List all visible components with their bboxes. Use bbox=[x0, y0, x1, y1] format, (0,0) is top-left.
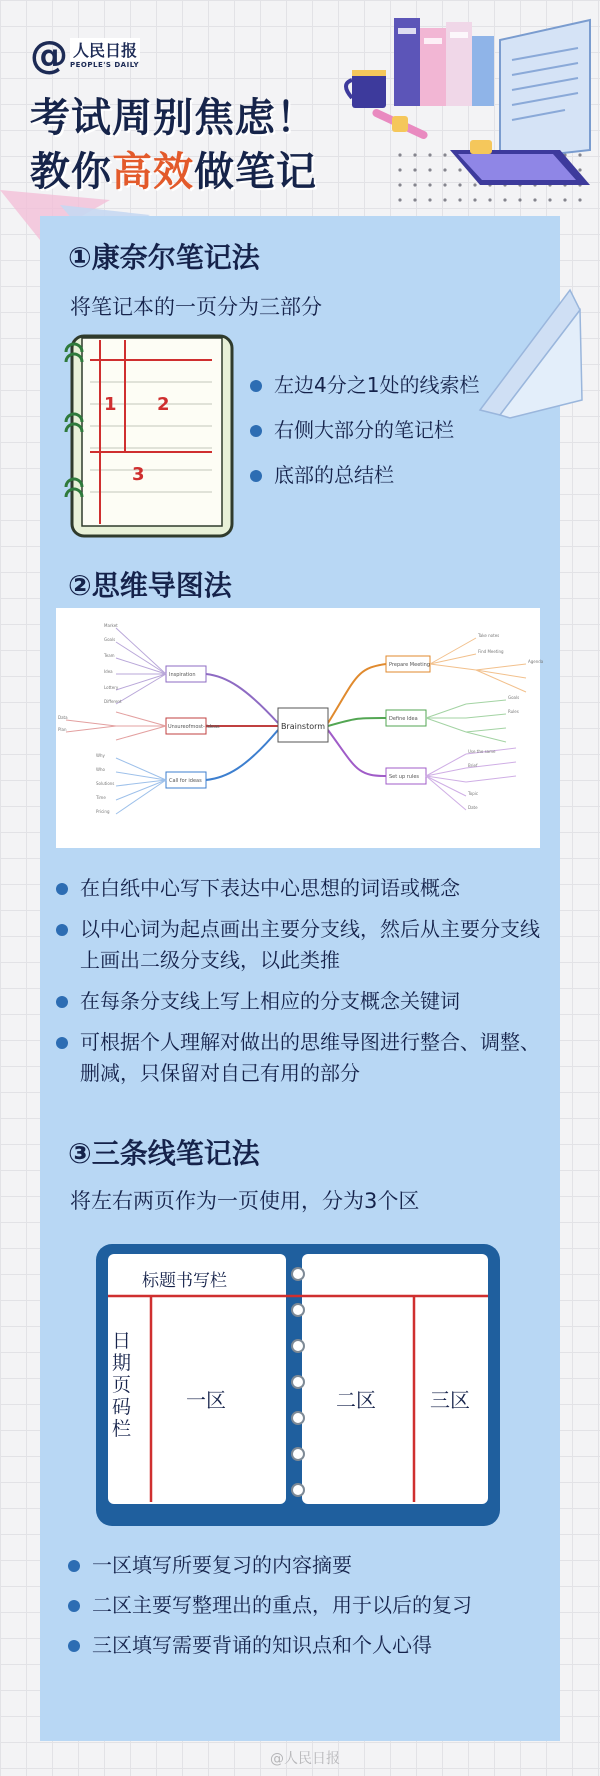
list-item bbox=[250, 370, 550, 401]
logo-name: 人民日报 bbox=[70, 38, 140, 61]
mindmap-leaf: Market bbox=[104, 623, 118, 628]
cornell-label-2: 2 bbox=[157, 394, 170, 415]
mindmap-illustration bbox=[56, 608, 544, 848]
title-part: 教你 bbox=[30, 149, 112, 195]
bullet-dot bbox=[56, 996, 68, 1008]
notebook-zone1: 一区 bbox=[186, 1388, 226, 1412]
list-item-text: 可根据个人理解对做出的思维导图进行整合、调整、删减，只保留对自己有用的部分 bbox=[80, 1030, 540, 1085]
list-item-text: 三区填写需要背诵的知识点和个人心得 bbox=[92, 1633, 432, 1657]
bullet-dot bbox=[250, 425, 262, 437]
mindmap-leaf: Different bbox=[104, 699, 122, 704]
mindmap-leaf: Brief bbox=[468, 763, 478, 768]
mindmap-leaf: Data bbox=[58, 715, 68, 720]
bullet-dot bbox=[56, 924, 68, 936]
page-title-line1: 考试周别焦虑！ bbox=[30, 95, 317, 141]
list-item bbox=[56, 1027, 546, 1089]
section2-heading: ②思维导图法 bbox=[68, 569, 232, 602]
section3-subtitle: 将左右两页作为一页使用，分为3个区 bbox=[70, 1189, 420, 1213]
list-item-text: 右侧大部分的笔记栏 bbox=[274, 418, 454, 442]
list-item-text: 左边4分之1处的线索栏 bbox=[274, 373, 480, 397]
notebook-zone3: 三区 bbox=[430, 1388, 470, 1412]
list-item-text: 以中心词为起点画出主要分支线，然后从主要分支线上画出二级分支线，以此类推 bbox=[80, 917, 540, 972]
mindmap-leaf: Topic bbox=[468, 791, 479, 796]
list-item bbox=[250, 460, 550, 491]
mindmap-leaf: Who bbox=[96, 767, 105, 772]
mindmap-branch: Define Idea bbox=[389, 716, 418, 722]
mindmap-card bbox=[56, 608, 544, 848]
mindmap-branch: Prepare Meeting bbox=[389, 662, 430, 668]
mindmap-leaf: Date bbox=[468, 805, 478, 810]
mindmap-leaf: Why bbox=[96, 753, 105, 758]
section1-bullet-list bbox=[250, 370, 550, 491]
list-item bbox=[68, 1630, 548, 1661]
page-title-line2 bbox=[30, 140, 317, 197]
mindmap-leaf: Use the same bbox=[468, 749, 496, 754]
list-item-text: 在白纸中心写下表达中心思想的词语或概念 bbox=[80, 876, 460, 900]
list-item bbox=[250, 415, 550, 446]
list-item bbox=[68, 1550, 548, 1581]
logo-at-icon: @ bbox=[30, 33, 68, 77]
list-item bbox=[56, 914, 546, 976]
mindmap-leaf: Time bbox=[96, 795, 106, 800]
title-part: 做笔记 bbox=[194, 149, 317, 195]
mindmap-leaf: Rules bbox=[508, 709, 519, 714]
section1-subtitle: 将笔记本的一页分为三部分 bbox=[70, 295, 322, 319]
notebook-title-bar: 标题书写栏 bbox=[142, 1271, 227, 1291]
bullet-dot bbox=[250, 470, 262, 482]
notebook-zone2: 二区 bbox=[336, 1388, 376, 1412]
cornell-notebook-illustration bbox=[60, 332, 240, 542]
section3-bullet-list bbox=[68, 1550, 548, 1661]
list-item bbox=[68, 1590, 548, 1621]
mindmap-branch: Set up rules bbox=[389, 774, 420, 780]
mindmap-leaf: Plan bbox=[58, 727, 67, 732]
mindmap-leaf: Goals bbox=[508, 695, 520, 700]
bullet-dot bbox=[68, 1560, 80, 1572]
mindmap-branch: Inspiration bbox=[169, 672, 196, 678]
mindmap-leaf: Team bbox=[104, 653, 115, 658]
three-line-notebook bbox=[96, 1244, 500, 1526]
list-item-text: 底部的总结栏 bbox=[274, 463, 394, 487]
mindmap-leaf: Find Meeting bbox=[478, 649, 504, 654]
bullet-dot bbox=[250, 380, 262, 392]
cornell-label-3: 3 bbox=[132, 464, 145, 485]
mindmap-branch: Unsureofmost- ideas bbox=[168, 724, 220, 730]
bullet-dot bbox=[56, 1037, 68, 1049]
section2-bullet-list bbox=[56, 873, 546, 1089]
mindmap-center: Brainstorm bbox=[280, 722, 326, 731]
title-highlight: 高效 bbox=[112, 149, 194, 195]
watermark: @人民日报 bbox=[270, 1751, 340, 1767]
list-item bbox=[56, 986, 546, 1017]
section1-heading: ①康奈尔笔记法 bbox=[68, 241, 260, 274]
bullet-dot bbox=[56, 883, 68, 895]
cornell-label-1: 1 bbox=[104, 394, 117, 415]
bullet-dot bbox=[68, 1600, 80, 1612]
list-item-text: 在每条分支线上写上相应的分支概念关键词 bbox=[80, 989, 460, 1013]
notebook-date-column: 日期页码栏 bbox=[112, 1330, 132, 1440]
list-item-text: 二区主要写整理出的重点，用于以后的复习 bbox=[92, 1593, 472, 1617]
mindmap-leaf: Goals bbox=[104, 637, 116, 642]
logo-english: PEOPLE'S DAILY bbox=[70, 61, 140, 69]
bullet-dot bbox=[68, 1640, 80, 1652]
mindmap-branch: Call for ideas bbox=[169, 778, 202, 784]
mindmap-leaf: Take notes bbox=[478, 633, 500, 638]
mindmap-leaf: Agenda bbox=[528, 659, 544, 664]
list-item bbox=[56, 873, 546, 904]
mindmap-leaf: Pricing bbox=[96, 809, 110, 814]
mindmap-leaf: Lottery bbox=[104, 685, 119, 690]
mindmap-leaf: Solutions bbox=[96, 781, 115, 786]
logo bbox=[30, 33, 140, 77]
list-item-text: 一区填写所要复习的内容摘要 bbox=[92, 1553, 352, 1577]
mindmap-leaf: Idea bbox=[104, 669, 113, 674]
section3-heading: ③三条线笔记法 bbox=[68, 1137, 260, 1170]
